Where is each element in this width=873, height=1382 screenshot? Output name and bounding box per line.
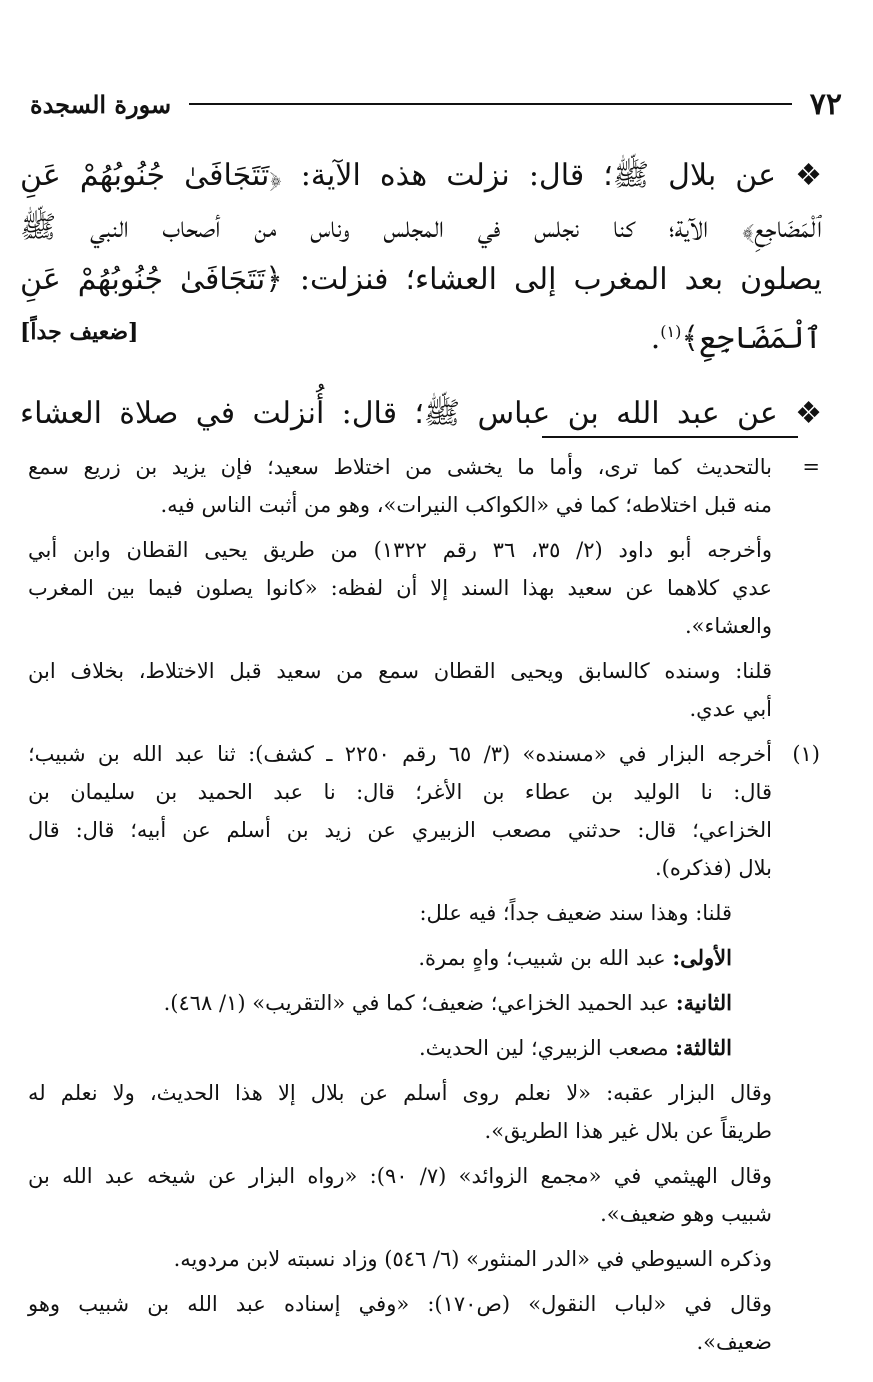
- main-line: ❖ عن عبد الله بن عباس ﷺ؛ قال: أُنزلت في صلاة العشاء: [20, 396, 823, 431]
- footnote-line: [28, 1029, 732, 1067]
- footnote-paragraph: [28, 735, 772, 887]
- header-divider: [189, 103, 792, 105]
- surah-title: سورة السجدة: [30, 89, 172, 119]
- footnote-line: بالتحديث كما ترى، وأما ما يخشى من اختلاط سعيد؛ فإن يزيد بن زريع سمع: [28, 455, 772, 479]
- main-line: ❖ عن بلال ﷺ؛ قال: نزلت هذه الآية: ﴿تَتَجَافَىٰ جُنُوبُهُمْ عَنِ: [20, 158, 822, 193]
- footnote-line: أخرجه البزار في «مسنده» (٣/ ٦٥ رقم ٢٢٥٠ ـ كشف): ثنا عبد الله بن شبيب؛: [28, 742, 772, 766]
- main-line: يصلون بعد المغرب إلى العشاء؛ فنزلت: ﴿تَتَجَافَىٰ جُنُوبُهُمْ عَنِ: [20, 262, 822, 297]
- footnote-line: وقال الهيثمي في «مجمع الزوائد» (٧/ ٩٠): «رواه البزار عن شيخه عبد الله بن: [28, 1164, 772, 1188]
- footnotes: [28, 448, 828, 1361]
- footnote-line: [28, 939, 732, 977]
- footnote-ref: (١): [660, 322, 682, 341]
- footnote-line: وأخرجه أبو داود (٢/ ٣٥، ٣٦ رقم ١٣٢٢) من طريق يحيى القطان وابن أبي: [28, 538, 772, 562]
- footnote-line: قال: نا الوليد بن عطاء بن الأغر؛ قال: نا عبد الحميد بن سليمان بن: [28, 780, 772, 804]
- footnote-line: شبيب وهو ضعيف».: [600, 1202, 772, 1226]
- footnote-line: بلال (فذكره).: [654, 856, 772, 880]
- footnote-line: [28, 984, 732, 1022]
- footnote-line: طريقاً عن بلال غير هذا الطريق».: [484, 1119, 772, 1143]
- illa-1: [28, 939, 772, 977]
- footnote-line: الخزاعي؛ قال: حدثني مصعب الزبيري عن زيد بن أسلم عن أبيه؛ قال: قال: [28, 818, 772, 842]
- footnote-body: [28, 448, 772, 728]
- footnote-line: وذكره السيوطي في «الدر المنثور» (٦/ ٥٤٦) وزاد نسبته لابن مردويه.: [173, 1247, 772, 1271]
- running-header: [30, 84, 842, 124]
- main-line-end: ٱلْمَضَاجِعِ﴾$^{(١)}$.: [650, 321, 822, 356]
- footnote-line: منه قبل اختلاطه؛ كما في «الكواكب النيرات»، وهو من أثبت الناس فيه.: [160, 493, 772, 517]
- footnote-line: عدي كلاهما عن سعيد بهذا السند إلا أن لفظه: «كانوا يصلون فيما بين المغرب: [28, 576, 772, 600]
- ayah-end: ٱلْمَضَاجِعِ﴾: [681, 321, 822, 356]
- footnote-number: (١): [792, 742, 820, 766]
- footnote-1: [28, 735, 828, 1361]
- footnote-paragraph: [28, 448, 772, 524]
- footnote-line: قلنا: وسنده كالسابق ويحيى القطان سمع من سعيد قبل الاختلاط، بخلاف ابن: [28, 659, 772, 683]
- spacer: [20, 358, 822, 388]
- illa-text: مصعب الزبيري؛ لين الحديث.: [418, 1036, 676, 1060]
- footnote-paragraph: [28, 894, 772, 932]
- footnote-paragraph: [28, 531, 772, 645]
- footnote-line: وقال البزار عقبه: «لا نعلم روى أسلم عن بلال إلا هذا الحديث، ولا نعلم له: [28, 1081, 772, 1105]
- continuation-marker: =: [802, 455, 820, 479]
- footnote-paragraph: [28, 1285, 772, 1361]
- footnote-line: وقال في «لباب النقول» (ص١٧٠): «وفي إسناده عبد الله بن شبيب وهو: [28, 1292, 772, 1316]
- footnote-body: [28, 735, 772, 1361]
- footnote-paragraph: [28, 1240, 772, 1278]
- footnote-line: ضعيف».: [696, 1330, 772, 1354]
- footnote-paragraph: [28, 1157, 772, 1233]
- illa-label: الثانية:: [675, 990, 732, 1015]
- illa-label: الأولى:: [672, 945, 732, 970]
- footnote-line: أبي عدي.: [689, 697, 772, 721]
- footnote-paragraph: [28, 652, 772, 728]
- main-line-with-grade: [20, 306, 822, 358]
- illa-2: [28, 984, 772, 1022]
- main-text: [20, 150, 822, 440]
- footnote-continuation: [28, 448, 828, 728]
- illa-label: الثالثة:: [675, 1035, 732, 1060]
- footnote-separator: [542, 436, 798, 438]
- footnote-line: والعشاء».: [684, 614, 772, 638]
- hadith-grade: [ضعيف جداً]: [20, 319, 139, 345]
- footnote-line: قلنا: وهذا سند ضعيف جداً؛ فيه علل:: [419, 901, 732, 925]
- footnote-paragraph: [28, 1074, 772, 1150]
- illa-text: عبد الله بن شبيب؛ واهٍ بمرة.: [418, 946, 673, 970]
- illa-text: عبد الحميد الخزاعي؛ ضعيف؛ كما في «التقريب» (١/ ٤٦٨).: [163, 991, 676, 1015]
- main-line: ٱلْمَضَاجِعِ﴾ الآية؛ كنا نجلس في المجلس وناس من أصحاب النبي ﷺ: [20, 210, 822, 245]
- illa-3: [28, 1029, 772, 1067]
- page-number: ٧٢: [809, 86, 842, 122]
